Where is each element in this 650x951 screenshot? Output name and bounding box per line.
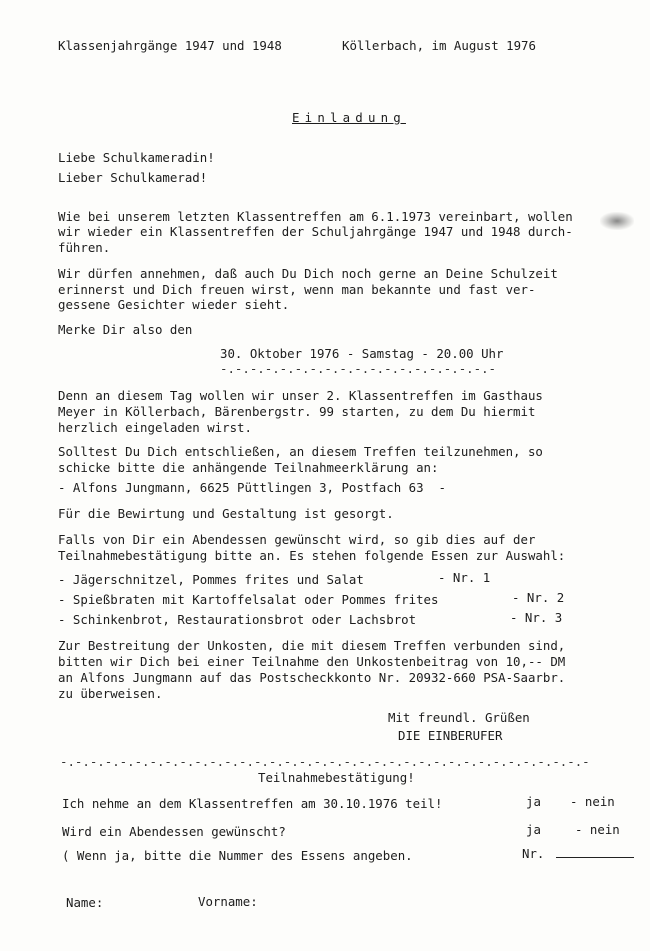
form-dinner-yes[interactable]: ja [526, 822, 541, 837]
menu-item-2-nr: - Nr. 2 [512, 590, 565, 605]
cut-line: -.-.-.-.-.-.-.-.-.-.-.-.-.-.-.-.-.-.-.-.-.-.-.-.-.-.-.-.-.-.-.-.-.-.-.- [60, 754, 590, 769]
form-attend-no[interactable]: - nein [570, 794, 615, 809]
header-classes: Klassenjahrgänge 1947 und 1948 [58, 38, 282, 53]
form-vorname-label: Vorname: [198, 894, 258, 909]
menu-item-3: - Schinkenbrot, Restaurationsbrot oder Lachsbrot [58, 612, 417, 627]
form-dish-nr-field[interactable] [556, 846, 634, 862]
para3-line-1: Denn an diesem Tag wollen wir unser 2. Klassentreffen im Gasthaus [58, 388, 543, 403]
menu-item-2: - Spießbraten mit Kartoffelsalat oder Pommes frites [58, 592, 439, 607]
greeting-line-1: Liebe Schulkameradin! [58, 150, 215, 165]
greeting-line-2: Lieber Schulkamerad! [58, 170, 208, 185]
form-dinner-no[interactable]: - nein [575, 822, 620, 837]
para7-line-4: zu überweisen. [58, 686, 163, 701]
form-attend-yes[interactable]: ja [526, 794, 541, 809]
form-question-dinner: Wird ein Abendessen gewünscht? [62, 824, 286, 839]
page-title: Einladung [292, 110, 406, 125]
para2-line-3: gessene Gesichter wieder sieht. [58, 297, 290, 312]
para3-line-2: Meyer in Köllerbach, Bärenbergstr. 99 starten, zu dem Du hiermit [58, 404, 536, 419]
form-name-label: Name: [66, 895, 104, 910]
para3-line-3: herzlich eingeladen wirst. [58, 420, 252, 435]
para6-line-2: Teilnahmebestätigung bitte an. Es stehen folgende Essen zur Auswahl: [58, 548, 566, 563]
ink-smudge [600, 212, 634, 230]
form-heading: Teilnahmebestätigung! [258, 770, 415, 785]
closing: Mit freundl. Grüßen [388, 710, 530, 725]
menu-item-1-nr: - Nr. 1 [438, 570, 491, 585]
address-line: - Alfons Jungmann, 6625 Püttlingen 3, Postfach 63 - [58, 480, 446, 495]
para6-line-1: Falls von Dir ein Abendessen gewünscht wird, so gib dies auf der [58, 532, 536, 547]
para1-line-2: wir wieder ein Klassentreffen der Schuljahrgänge 1947 und 1948 durch- [58, 224, 573, 239]
signature: DIE EINBERUFER [398, 728, 503, 743]
para1-line-3: führen. [58, 240, 111, 255]
merke-line: Merke Dir also den [58, 322, 193, 337]
para7-line-3: an Alfons Jungmann auf das Postscheckkonto Nr. 20932-660 PSA-Saarbr. [58, 670, 566, 685]
menu-item-1: - Jägerschnitzel, Pommes frites und Salat [58, 572, 364, 587]
form-dish-nr-label: Nr. [522, 846, 545, 861]
form-question-dish: ( Wenn ja, bitte die Nummer des Essens angeben. [62, 848, 413, 863]
para2-line-2: erinnerst und Dich freuen wirst, wenn man bekannte und fast ver- [58, 282, 536, 297]
para5-line: Für die Bewirtung und Gestaltung ist gesorgt. [58, 506, 394, 521]
menu-item-3-nr: - Nr. 3 [510, 610, 563, 625]
para4-line-1: Solltest Du Dich entschließen, an diesem Treffen teilzunehmen, so [58, 444, 543, 459]
para7-line-2: bitten wir Dich bei einer Teilnahme den Unkostenbeitrag von 10,-- DM [58, 654, 566, 669]
form-question-attend: Ich nehme an dem Klassentreffen am 30.10.1976 teil! [62, 796, 443, 811]
para4-line-2: schicke bitte die anhängende Teilnahmeerklärung an: [58, 460, 439, 475]
event-underline: -.-.-.-.-.-.-.-.-.-.-.-.-.-.-.-.-.-.- [220, 361, 497, 376]
para2-line-1: Wir dürfen annehmen, daß auch Du Dich noch gerne an Deine Schulzeit [58, 266, 558, 281]
event-date: 30. Oktober 1976 - Samstag - 20.00 Uhr [220, 346, 504, 361]
para1-line-1: Wie bei unserem letzten Klassentreffen am 6.1.1973 vereinbart, wollen [58, 209, 573, 224]
para7-line-1: Zur Bestreitung der Unkosten, die mit diesem Treffen verbunden sind, [58, 638, 566, 653]
header-place-date: Köllerbach, im August 1976 [342, 38, 536, 53]
